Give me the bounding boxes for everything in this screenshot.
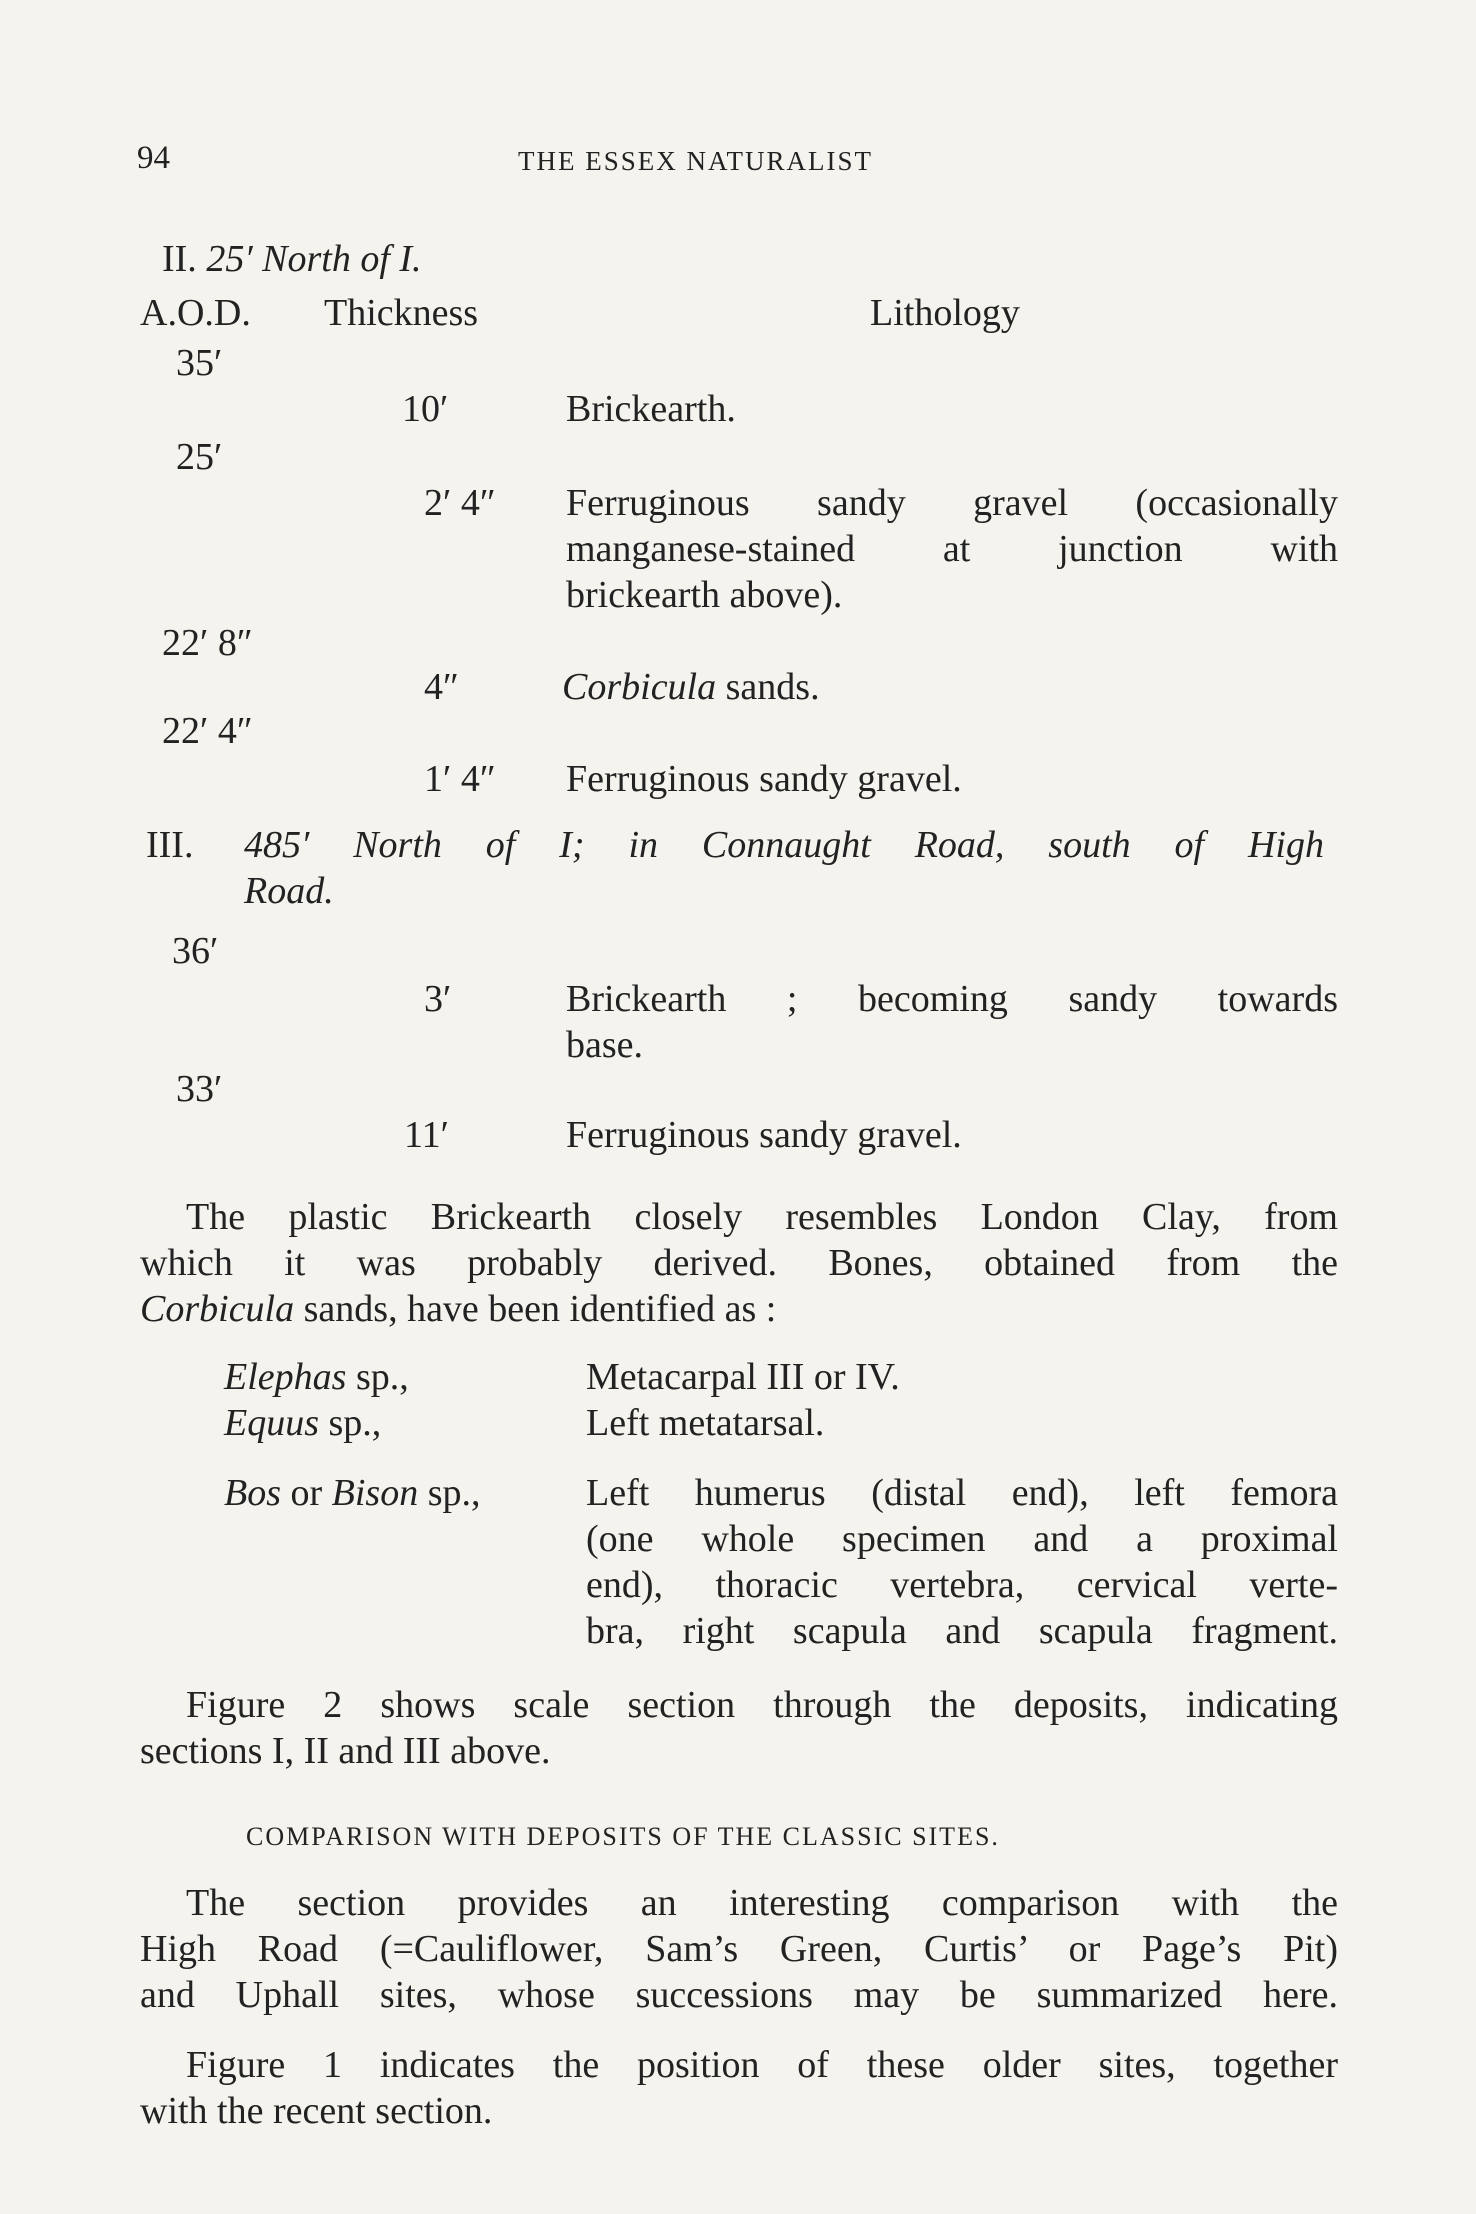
lithology-text: sands. <box>716 666 820 708</box>
paragraph-line: Figure 2 shows scale section through the deposits, indicating <box>186 1684 1338 1726</box>
layer-thickness: 3′ <box>424 978 452 1020</box>
page-number: 94 <box>137 140 170 176</box>
section-subheading: COMPARISON WITH DEPOSITS OF THE CLASSIC SITES. <box>246 1822 1000 1851</box>
fauna-taxon <box>224 1400 381 1446</box>
paragraph-line: Figure 1 indicates the position of these older sites, together <box>186 2044 1338 2086</box>
level-aod: 33′ <box>176 1068 223 1110</box>
paragraph-line: The section provides an interesting comparison with the <box>186 1882 1338 1924</box>
fauna-description-line: bra, right scapula and scapula fragment. <box>586 1610 1338 1652</box>
paragraph-line: and Uphall sites, whose successions may be summarized here. <box>140 1974 1338 2016</box>
fauna-taxon <box>224 1354 409 1400</box>
layer-lithology: Ferruginous sandy gravel. <box>566 758 962 800</box>
fauna-description: Left metatarsal. <box>586 1402 825 1444</box>
layer-thickness: 1′ 4″ <box>424 758 496 800</box>
col-header-aod: A.O.D. <box>140 292 251 334</box>
level-aod: 25′ <box>176 436 223 478</box>
paragraph-line: with the recent section. <box>140 2090 493 2132</box>
taxon-suffix: sp., <box>319 1402 382 1444</box>
layer-lithology: Ferruginous sandy gravel. <box>566 1114 962 1156</box>
paragraph-line: which it was probably derived. Bones, obtained from the <box>140 1242 1338 1284</box>
layer-lithology-line: manganese-stained at junction with <box>566 528 1338 570</box>
col-header-thickness: Thickness <box>324 292 479 334</box>
layer-lithology <box>562 664 820 710</box>
layer-thickness: 4″ <box>424 666 459 708</box>
fauna-description-line: end), thoracic vertebra, cervical verte- <box>586 1564 1338 1606</box>
level-aod: 22′ 8″ <box>162 622 253 664</box>
taxon-name: Elephas <box>224 1356 347 1398</box>
taxon-name: Corbicula <box>562 666 717 708</box>
level-aod: 35′ <box>176 342 223 384</box>
taxon-name: Bos <box>224 1472 281 1514</box>
col-header-lithology: Lithology <box>870 292 1020 334</box>
section-ii-heading <box>162 236 422 282</box>
layer-lithology: Brickearth. <box>566 388 736 430</box>
level-aod: 36′ <box>172 930 219 972</box>
paragraph-line: sections I, II and III above. <box>140 1730 551 1772</box>
fauna-description-line: (one whole specimen and a proximal <box>586 1518 1338 1560</box>
taxon-name: Equus <box>224 1402 319 1444</box>
layer-lithology-line: Brickearth ; becoming sandy towards <box>566 978 1338 1020</box>
paragraph-line: High Road (=Cauliflower, Sam’s Green, Curtis’ or Page’s Pit) <box>140 1928 1338 1970</box>
section-iii-label: III. <box>146 824 194 866</box>
layer-lithology-line: base. <box>566 1024 644 1066</box>
taxon-name: Corbicula <box>140 1288 295 1330</box>
fauna-description-line: Left humerus (distal end), left femora <box>586 1472 1338 1514</box>
level-aod: 22′ 4″ <box>162 710 253 752</box>
taxon-suffix: sp., <box>346 1356 409 1398</box>
section-iii-location-cont: Road. <box>244 870 334 912</box>
layer-thickness: 10′ <box>402 388 449 430</box>
paragraph-line <box>140 1286 776 1332</box>
running-title: THE ESSEX NATURALIST <box>518 146 873 176</box>
fauna-taxon <box>224 1470 481 1516</box>
paragraph-text: sands, have been identified as : <box>294 1288 777 1330</box>
fauna-description: Metacarpal III or IV. <box>586 1356 900 1398</box>
section-ii-location: 25′ North of I. <box>206 238 422 280</box>
section-ii-label: II. <box>162 238 197 280</box>
taxon-connector: or <box>281 1472 332 1514</box>
layer-thickness: 11′ <box>404 1114 449 1156</box>
taxon-name: Bison <box>331 1472 419 1514</box>
layer-thickness: 2′ 4″ <box>424 482 496 524</box>
layer-lithology-line: Ferruginous sandy gravel (occasionally <box>566 482 1338 524</box>
layer-lithology-line: brickearth above). <box>566 574 843 616</box>
section-iii-location: 485′ North of I; in Connaught Road, south of High <box>244 824 1324 866</box>
taxon-suffix: sp., <box>418 1472 481 1514</box>
paragraph-line: The plastic Brickearth closely resembles London Clay, from <box>186 1196 1338 1238</box>
